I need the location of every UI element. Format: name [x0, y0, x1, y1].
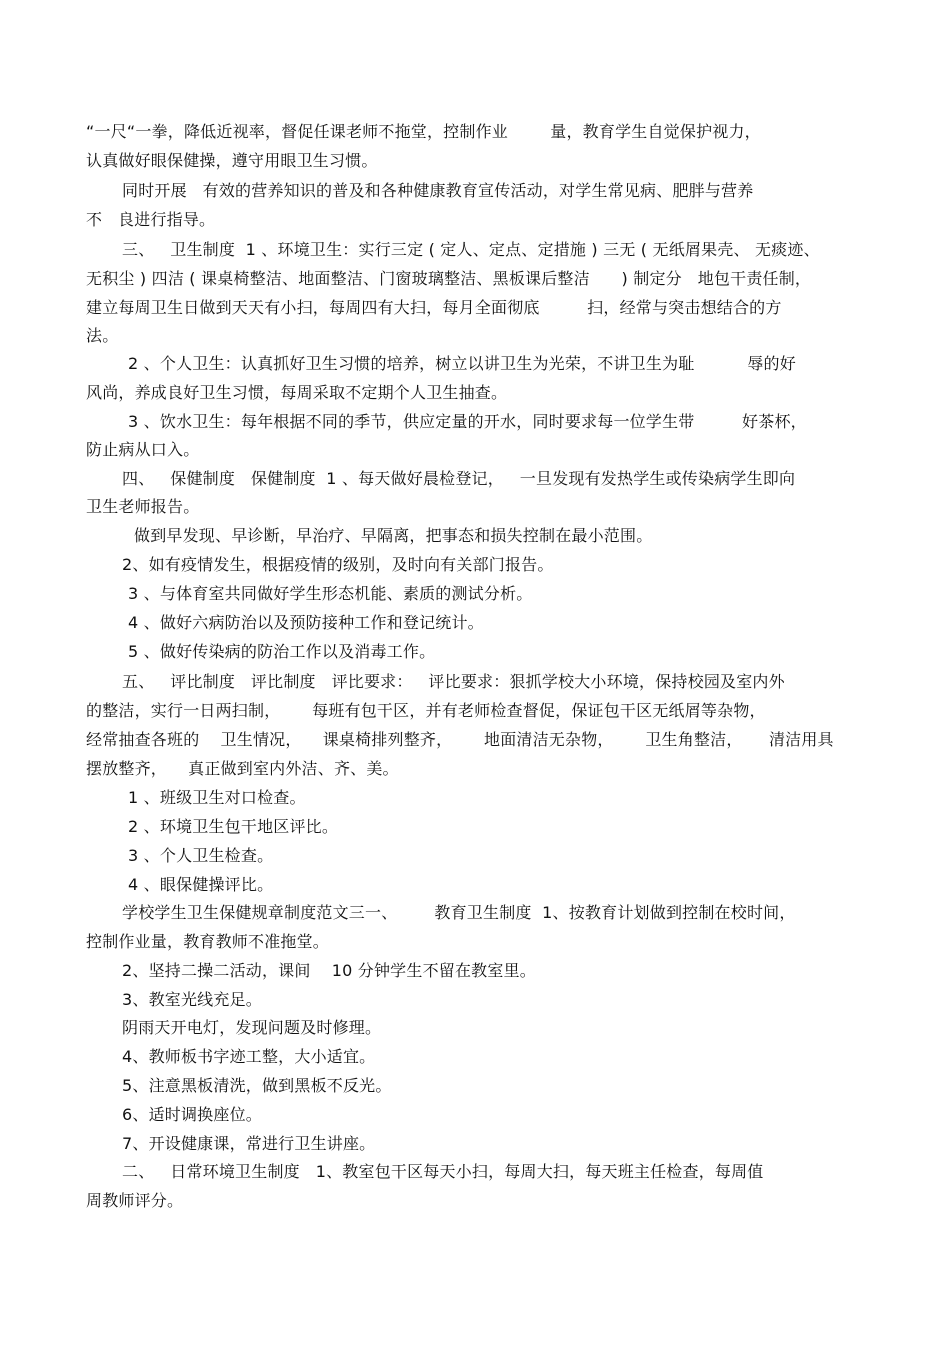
- text-line: 经常抽查各班的 卫生情况， 课桌椅排列整齐， 地面清洁无杂物， 卫生角整洁， 清洁用具: [86, 730, 834, 749]
- text-line: 同时开展 有效的营养知识的普及和各种健康教育宣传活动，对学生常见病、肥胖与营养: [122, 181, 754, 200]
- text-line: “一尺“一拳，降低近视率，督促任课老师不拖堂，控制作业 量，教育学生自觉保护视力，: [86, 122, 761, 141]
- text-line: 2 、个人卫生：认真抓好卫生习惯的培养，树立以讲卫生为光荣，不讲卫生为耻 辱的好: [128, 354, 796, 373]
- text-line: 3 、与体育室共同做好学生形态机能、素质的测试分析。: [128, 584, 533, 603]
- text-line: 建立每周卫生日做到天天有小扫，每周四有大扫，每月全面彻底 扫，经常与突击想结合的方: [86, 298, 782, 317]
- text-line: 3 、个人卫生检查。: [128, 846, 274, 865]
- text-line: 2 、环境卫生包干地区评比。: [128, 817, 339, 836]
- text-line: 三、 卫生制度 1 、环境卫生：实行三定 ( 定人、定点、定措施 ) 三无 ( 无纸屑果壳、 无痰迹、: [122, 240, 820, 259]
- text-line: 7、开设健康课，常进行卫生讲座。: [122, 1134, 376, 1153]
- text-line: 认真做好眼保健操，遵守用眼卫生习惯。: [86, 151, 378, 170]
- text-line: 卫生老师报告。: [86, 497, 200, 516]
- text-line: 3、教室光线充足。: [122, 990, 262, 1009]
- text-line: 4、教师板书字迹工整，大小适宜。: [122, 1047, 376, 1066]
- text-line: 4 、眼保健操评比。: [128, 875, 274, 894]
- text-line: 的整洁，实行一日两扫制， 每班有包干区，并有老师检查督促，保证包干区无纸屑等杂物，: [86, 701, 766, 720]
- text-line: 3 、饮水卫生：每年根据不同的季节，供应定量的开水，同时要求每一位学生带 好茶杯，: [128, 412, 807, 431]
- text-line: 阴雨天开电灯，发现问题及时修理。: [122, 1018, 382, 1037]
- text-line: 风尚，养成良好卫生习惯，每周采取不定期个人卫生抽查。: [86, 383, 508, 402]
- text-line: 防止病从口入。: [86, 440, 200, 459]
- text-line: 法。: [86, 326, 119, 345]
- text-line: 4 、做好六病防治以及预防接种工作和登记统计。: [128, 613, 484, 632]
- text-line: 不 良进行指导。: [86, 210, 216, 229]
- text-line: 摆放整齐， 真正做到室内外洁、齐、美。: [86, 759, 399, 778]
- text-line: 控制作业量，教育教师不准拖堂。: [86, 932, 330, 951]
- text-line: 5、注意黑板清洗，做到黑板不反光。: [122, 1076, 392, 1095]
- text-line: 五、 评比制度 评比制度 评比要求： 评比要求：狠抓学校大小环境，保持校园及室内外: [122, 672, 785, 691]
- text-line: 2、如有疫情发生，根据疫情的级别，及时向有关部门报告。: [122, 555, 554, 574]
- text-line: 无积尘 ) 四洁 ( 课桌椅整洁、地面整洁、门窗玻璃整洁、黑板课后整洁 ) 制定分 地包干责任制，: [86, 269, 812, 288]
- text-line: 二、 日常环境卫生制度 1、教室包干区每天小扫，每周大扫，每天班主任检查，每周值: [122, 1162, 764, 1181]
- text-line: 1 、班级卫生对口检查。: [128, 788, 306, 807]
- text-line: 四、 保健制度 保健制度 1 、每天做好晨检登记， 一旦发现有发热学生或传染病学生即向: [122, 469, 796, 488]
- text-line: 5 、做好传染病的防治工作以及消毒工作。: [128, 642, 436, 661]
- text-line: 6、适时调换座位。: [122, 1105, 262, 1124]
- text-line: 2、坚持二操二活动，课间 10 分钟学生不留在教室里。: [122, 961, 536, 980]
- text-line: 做到早发现、早诊断，早治疗、早隔离，把事态和损失控制在最小范围。: [134, 526, 653, 545]
- text-line: 学校学生卫生保健规章制度范文三一、 教育卫生制度 1、按教育计划做到控制在校时间，: [122, 903, 796, 922]
- text-line: 周教师评分。: [86, 1191, 184, 1210]
